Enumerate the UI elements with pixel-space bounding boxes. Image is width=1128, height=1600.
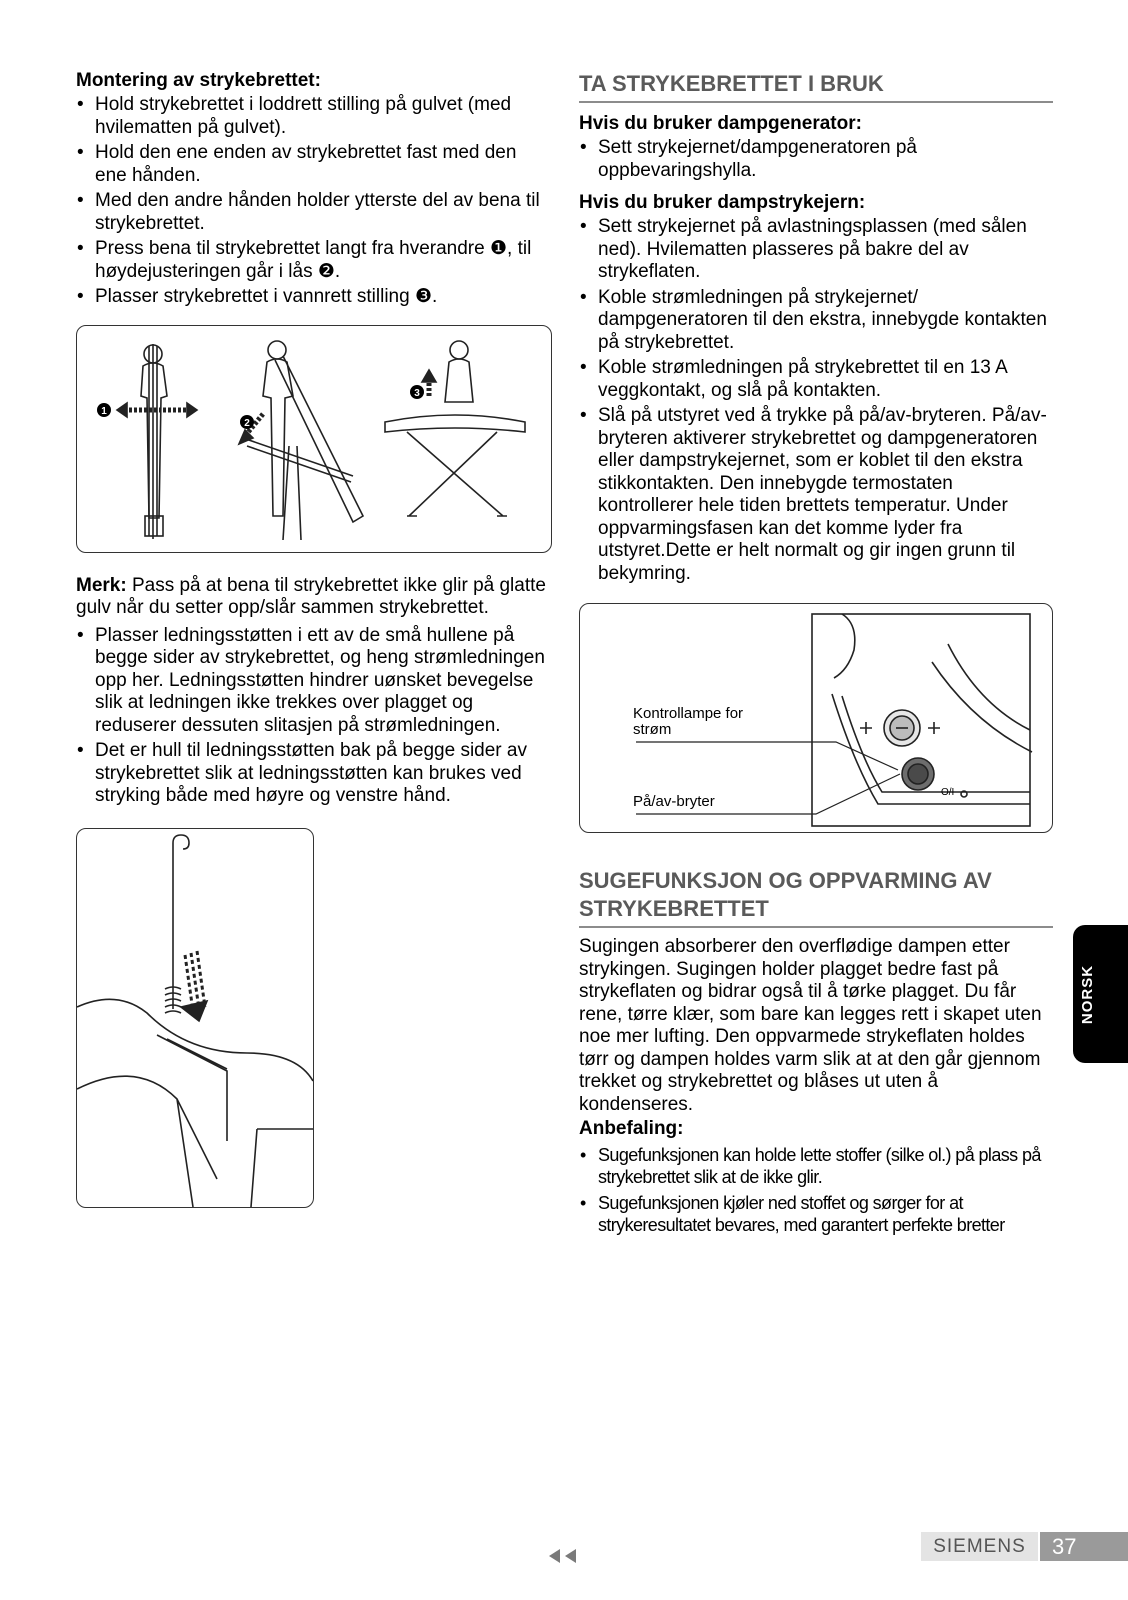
assembly-illustration [77, 326, 551, 552]
marker-2-label: 2 [244, 417, 250, 429]
list-item: • Sugefunksjonen kjøler ned stoffet og sørger for at strykeresultatet bevares, med garantert perfekte bretter [579, 1192, 1053, 1236]
brand-label: SIEMENS [921, 1532, 1038, 1561]
list-item: • Hold strykebrettet i loddrett stilling på gulvet (med hvilematten på gulvet). [76, 94, 552, 139]
assembly-steps [76, 94, 552, 309]
page-number: 37 [1040, 1532, 1128, 1561]
list-item: • Koble strømledningen på strykejernet/ dampgeneratoren til den ekstra, innebygde kontakten på strykebrettet. [579, 287, 1053, 355]
section-title-suction: SUGEFUNKSJON OG OPPVARMING AV STRYKEBRETTET [579, 867, 1053, 928]
right-column [579, 70, 1053, 1240]
note-text: Pass på at bena til strykebrettet ikke glir på glatte gulv når du setter opp/slår sammen strykebrettet. [76, 574, 546, 618]
list-item: • Plasser strykebrettet i vannrett stilling ❸. [76, 286, 552, 309]
generator-steps [579, 137, 1053, 182]
note-paragraph [76, 575, 552, 620]
list-item: • Hold den ene enden av strykebrettet fast med den ene hånden. [76, 142, 552, 187]
double-left-arrow-icon[interactable] [548, 1548, 582, 1569]
list-item: • Det er hull til ledningsstøtten bak på begge sider av strykebrettet slik at ledningsstøtten kan brukes ved stryking både med høyre og venstre hånd. [76, 740, 552, 808]
cord-support-illustration [77, 829, 313, 1207]
switch-marking: O/I [941, 787, 955, 798]
note-label: Merk: [76, 574, 127, 596]
power-lamp-label: Kontrollampe for strøm [633, 705, 744, 738]
marker-3-label: 3 [414, 387, 420, 399]
list-item: • Sugefunksjonen kan holde lette stoffer (silke ol.) på plass på strykebrettet slik at de ikke glir. [579, 1144, 1053, 1188]
language-tab [1073, 925, 1128, 1063]
cord-steps [76, 625, 552, 808]
recommend-heading: Anbefaling: [579, 1118, 684, 1139]
left-column [76, 70, 552, 1208]
list-item: • Sett strykejernet på avlastningsplassen (med sålen ned). Hvilematten plasseres på bakre del av strykeflaten. [579, 216, 1053, 284]
list-item: • Sett strykejernet/dampgeneratoren på oppbevaringshylla. [579, 137, 1053, 182]
list-item: • Med den andre hånden holder ytterste del av bena til strykebrettet. [76, 190, 552, 235]
iron-steps [579, 216, 1053, 585]
control-panel-figure [579, 603, 1053, 833]
section-title-in-use: TA STRYKEBRETTET I BRUK [579, 70, 1053, 103]
iron-heading: Hvis du bruker dampstrykejern: [579, 192, 866, 213]
cord-support-figure [76, 828, 314, 1208]
generator-heading: Hvis du bruker dampgenerator: [579, 113, 862, 134]
list-item: • Slå på utstyret ved å trykke på på/av-bryteren. På/av-bryteren aktiverer strykebrettet og dampgeneratoren eller dampstrykejernet, som er koblet til den ekstra stikkontakten. Den innebygde termostaten kontrollerer hele tiden brettets temperatur. Under oppvarmingsfasen kan det komme lyder fra utstyret.Dette er helt normalt og gir ingen grunn til bekymring. [579, 405, 1053, 585]
list-item: • Press bena til strykebrettet langt fra hverandre ❶, til høydejusteringen går i lås ❷. [76, 238, 552, 283]
suction-paragraph: Sugingen absorberer den overflødige dampen etter strykingen. Sugingen holder plagget bedre fast på strykeflaten og bidrar også til å tørke plagget. Du får rene, tørre klær, som bare kan legges rett i skapet uten noe mer lufting. Den oppvarmede strykeflaten holdes tørr og dampen holdes varm slik at at den går gjennom trekket og strykebrettet og blåses ut uten å kondenseres. [579, 936, 1042, 1115]
assembly-figure [76, 325, 552, 553]
list-item: • Koble strømledningen på strykebrettet til en 13 A veggkontakt, og slå på kontakten. [579, 357, 1053, 402]
power-switch-label: På/av-bryter [633, 793, 715, 810]
language-tab-label: NORSK [1079, 964, 1097, 1024]
marker-1-label: 1 [101, 405, 107, 417]
assembly-heading: Montering av strykebrettet: [76, 70, 321, 91]
list-item: • Plasser ledningsstøtten i ett av de små hullene på begge sider av strykebrettet, og heng strømledningen opp her. Ledningsstøtten hindrer uønsket bevegelse slik at ledningen ikke trekkes over plagget og reduserer dessuten slitasjen på strømledningen. [76, 625, 552, 738]
recommend-steps [579, 1144, 1053, 1236]
